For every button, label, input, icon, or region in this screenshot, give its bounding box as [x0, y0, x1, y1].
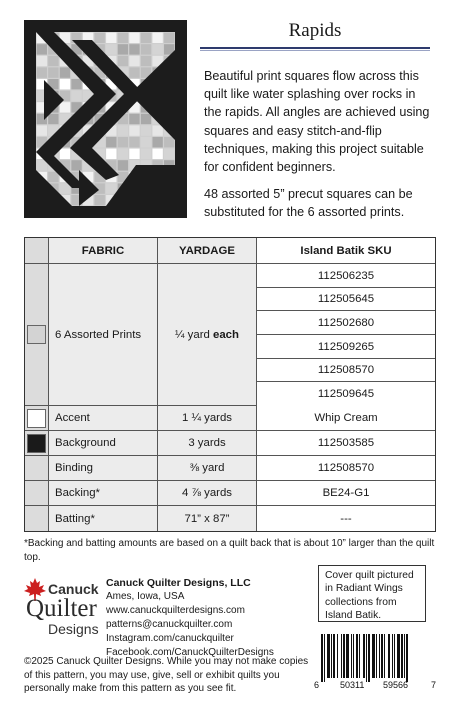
quilt-square	[71, 91, 81, 101]
quilt-square	[129, 137, 139, 147]
table-row-accent	[25, 406, 435, 431]
quilt-square	[118, 44, 128, 54]
barcode-bar	[379, 634, 380, 678]
quilt-square	[129, 44, 139, 54]
quilt-square	[48, 114, 58, 124]
logo	[22, 577, 102, 647]
title-rule	[200, 47, 430, 49]
swatch-background	[27, 434, 46, 453]
quilt-square	[129, 33, 139, 43]
quilt-square	[37, 44, 47, 54]
quilt-square	[106, 183, 116, 193]
quilt-square	[152, 44, 162, 54]
quilt-square	[48, 56, 58, 66]
quilt-square	[95, 33, 105, 43]
quilt-square	[118, 125, 128, 135]
table-row-batting	[25, 506, 435, 531]
table-row-backing	[25, 481, 435, 506]
quilt-square	[48, 67, 58, 77]
barcode-bar	[321, 634, 323, 682]
logo-word-designs: Designs	[48, 621, 99, 637]
description	[204, 67, 436, 222]
barcode-bar	[394, 634, 395, 678]
yardage-value: 1 ¼ yards	[158, 406, 257, 430]
contact-info	[106, 576, 306, 660]
barcode-bar	[353, 634, 354, 678]
barcode-digits-right: 59566	[383, 680, 409, 690]
swatch-cell	[25, 481, 49, 505]
quilt-square	[141, 149, 151, 159]
barcode-bar	[384, 634, 385, 678]
sku-value: ---	[257, 506, 435, 531]
barcode-bar	[327, 634, 330, 678]
swatch-cell	[25, 264, 49, 405]
logo-word-quilter: Quilter	[26, 595, 97, 622]
yardage-value: 4 ⅞ yards	[158, 481, 257, 505]
table-row-binding	[25, 456, 435, 481]
footnote: *Backing and batting amounts are based on a quilt back that is about 10” larger than the quilt top.	[24, 538, 435, 563]
barcode-bar	[392, 634, 393, 678]
quilt-square	[141, 137, 151, 147]
quilt-square	[129, 149, 139, 159]
quilt-square	[106, 137, 116, 147]
company-name: Canuck Quilter Designs, LLC	[106, 577, 251, 589]
quilt-square	[141, 114, 151, 124]
quilt-square	[164, 137, 174, 147]
header-sku: Island Batik SKU	[257, 238, 435, 263]
barcode-bar	[346, 634, 349, 678]
header-fabric: FABRIC	[49, 238, 158, 263]
table-row-prints	[25, 264, 435, 406]
contact-location: Ames, Iowa, USA	[106, 591, 185, 602]
contact-website-link[interactable]: www.canuckquilterdesigns.com	[106, 605, 245, 616]
barcode-bar	[397, 634, 400, 678]
barcode-digit-prefix: 6	[314, 680, 320, 690]
fabric-table	[24, 237, 436, 532]
quilt-square	[37, 67, 47, 77]
quilt-square	[118, 160, 128, 170]
quilt-square	[71, 160, 81, 170]
quilt-square	[95, 195, 105, 205]
quilt-square	[152, 137, 162, 147]
barcode-bar	[359, 634, 360, 678]
sku-cell: 112509265	[257, 335, 435, 359]
quilt-square	[37, 56, 47, 66]
sku-cell: 112506235	[257, 264, 435, 288]
quilt-square	[141, 56, 151, 66]
barcode-bar	[356, 634, 358, 678]
quilt-square	[141, 33, 151, 43]
quilt-square	[60, 149, 70, 159]
swatch-cell	[25, 456, 49, 480]
quilt-square	[152, 149, 162, 159]
barcode-bar	[341, 634, 342, 678]
fabric-name: Backing*	[49, 481, 158, 505]
barcode	[313, 632, 438, 692]
yardage-value: ⅜ yard	[158, 456, 257, 480]
page-title: Rapids	[288, 20, 342, 41]
quilt-square	[164, 149, 174, 159]
quilt-square	[37, 160, 47, 170]
quilt-square	[60, 67, 70, 77]
quilt-illustration	[24, 20, 187, 218]
quilt-square	[129, 114, 139, 124]
table-row-background	[25, 431, 435, 456]
quilt-square	[118, 137, 128, 147]
quilt-square	[164, 33, 174, 43]
quilt-square	[60, 102, 70, 112]
contact-email-link[interactable]: patterns@canuckquilter.com	[106, 619, 233, 630]
title-rule-thin	[200, 50, 430, 51]
quilt-square	[129, 67, 139, 77]
quilt-square	[106, 33, 116, 43]
yardage-each: each	[213, 328, 239, 341]
barcode-bar	[406, 634, 408, 682]
quilt-square	[141, 125, 151, 135]
sku-value: 112503585	[257, 431, 435, 455]
sku-value: 112508570	[257, 456, 435, 480]
quilt-square	[129, 125, 139, 135]
sku-value: BE24-G1	[257, 481, 435, 505]
logo-word-canuck: Canuck	[48, 581, 99, 597]
description-paragraph-2: 48 assorted 5” precut squares can be substituted for the 6 assorted prints.	[204, 187, 413, 220]
yardage-value	[158, 264, 257, 405]
table-header-row	[25, 238, 435, 264]
swatch-cell	[25, 431, 49, 455]
barcode-bar	[351, 634, 352, 678]
barcode-bar	[331, 634, 332, 678]
quilt-square	[71, 79, 81, 89]
contact-facebook-link[interactable]: Facebook.com/CanuckQuilterDesigns	[106, 647, 274, 658]
barcode-bar	[401, 634, 403, 678]
barcode-bar	[372, 634, 375, 678]
barcode-bar	[333, 634, 335, 678]
quilt-square	[118, 56, 128, 66]
swatch-cell	[25, 406, 49, 430]
barcode-bar	[363, 634, 365, 678]
swatch-prints	[27, 325, 46, 344]
sku-cell: 112509645	[257, 382, 435, 406]
fabric-name: Background	[49, 431, 158, 455]
quilt-square	[152, 33, 162, 43]
swatch-accent	[27, 409, 46, 428]
barcode-bar	[324, 634, 325, 682]
cover-quilt-note: Cover quilt pictured in Radiant Wings collections from Island Batik.	[318, 565, 426, 622]
yardage-amount: ¼ yard	[175, 328, 214, 341]
description-paragraph-1: Beautiful print squares flow across this quilt like water splashing over rocks in the rapids. All angles are achieved using squares and easy stitch-and-flip techniques, making this project suitable for confident beginners.	[204, 69, 430, 175]
barcode-bar	[368, 634, 370, 682]
barcode-bar	[376, 634, 377, 678]
barcode-bar	[404, 634, 405, 678]
quilt-square	[37, 125, 47, 135]
quilt-square	[118, 33, 128, 43]
barcode-bar	[388, 634, 390, 678]
quilt-square	[141, 44, 151, 54]
fabric-name: 6 Assorted Prints	[49, 264, 158, 405]
quilt-square	[152, 125, 162, 135]
contact-instagram-link[interactable]: Instagram.com/canuckquilter	[106, 633, 234, 644]
fabric-name: Accent	[49, 406, 158, 430]
barcode-digit-check: 7	[431, 680, 437, 690]
barcode-digits-left: 50311	[340, 680, 365, 690]
header-swatch-cell	[25, 238, 49, 263]
sku-cell: 112502680	[257, 311, 435, 335]
barcode-bars	[321, 634, 408, 682]
swatch-cell	[25, 506, 49, 531]
quilt-square	[129, 56, 139, 66]
sku-cell: 112508570	[257, 359, 435, 382]
header-yardage: YARDAGE	[158, 238, 257, 263]
barcode-bar	[366, 634, 367, 682]
yardage-value: 3 yards	[158, 431, 257, 455]
fabric-name: Batting*	[49, 506, 158, 531]
barcode-bar	[343, 634, 345, 678]
copyright-notice: ©2025 Canuck Quilter Designs. While you may not make copies of this pattern, you may use, give, sell or exhibit quilts you personally make from this pattern as you see fit.	[24, 656, 309, 695]
barcode-bar	[337, 634, 338, 678]
fabric-name: Binding	[49, 456, 158, 480]
sku-value: Whip Cream	[257, 406, 435, 430]
quilt-square	[118, 149, 128, 159]
quilt-square	[106, 149, 116, 159]
quilt-square	[60, 183, 70, 193]
sku-cell: 112505645	[257, 288, 435, 311]
quilt-square	[60, 79, 70, 89]
quilt-square	[106, 44, 116, 54]
quilt-square	[48, 172, 58, 182]
barcode-bar	[381, 634, 383, 678]
yardage-value: 71” x 87”	[158, 506, 257, 531]
